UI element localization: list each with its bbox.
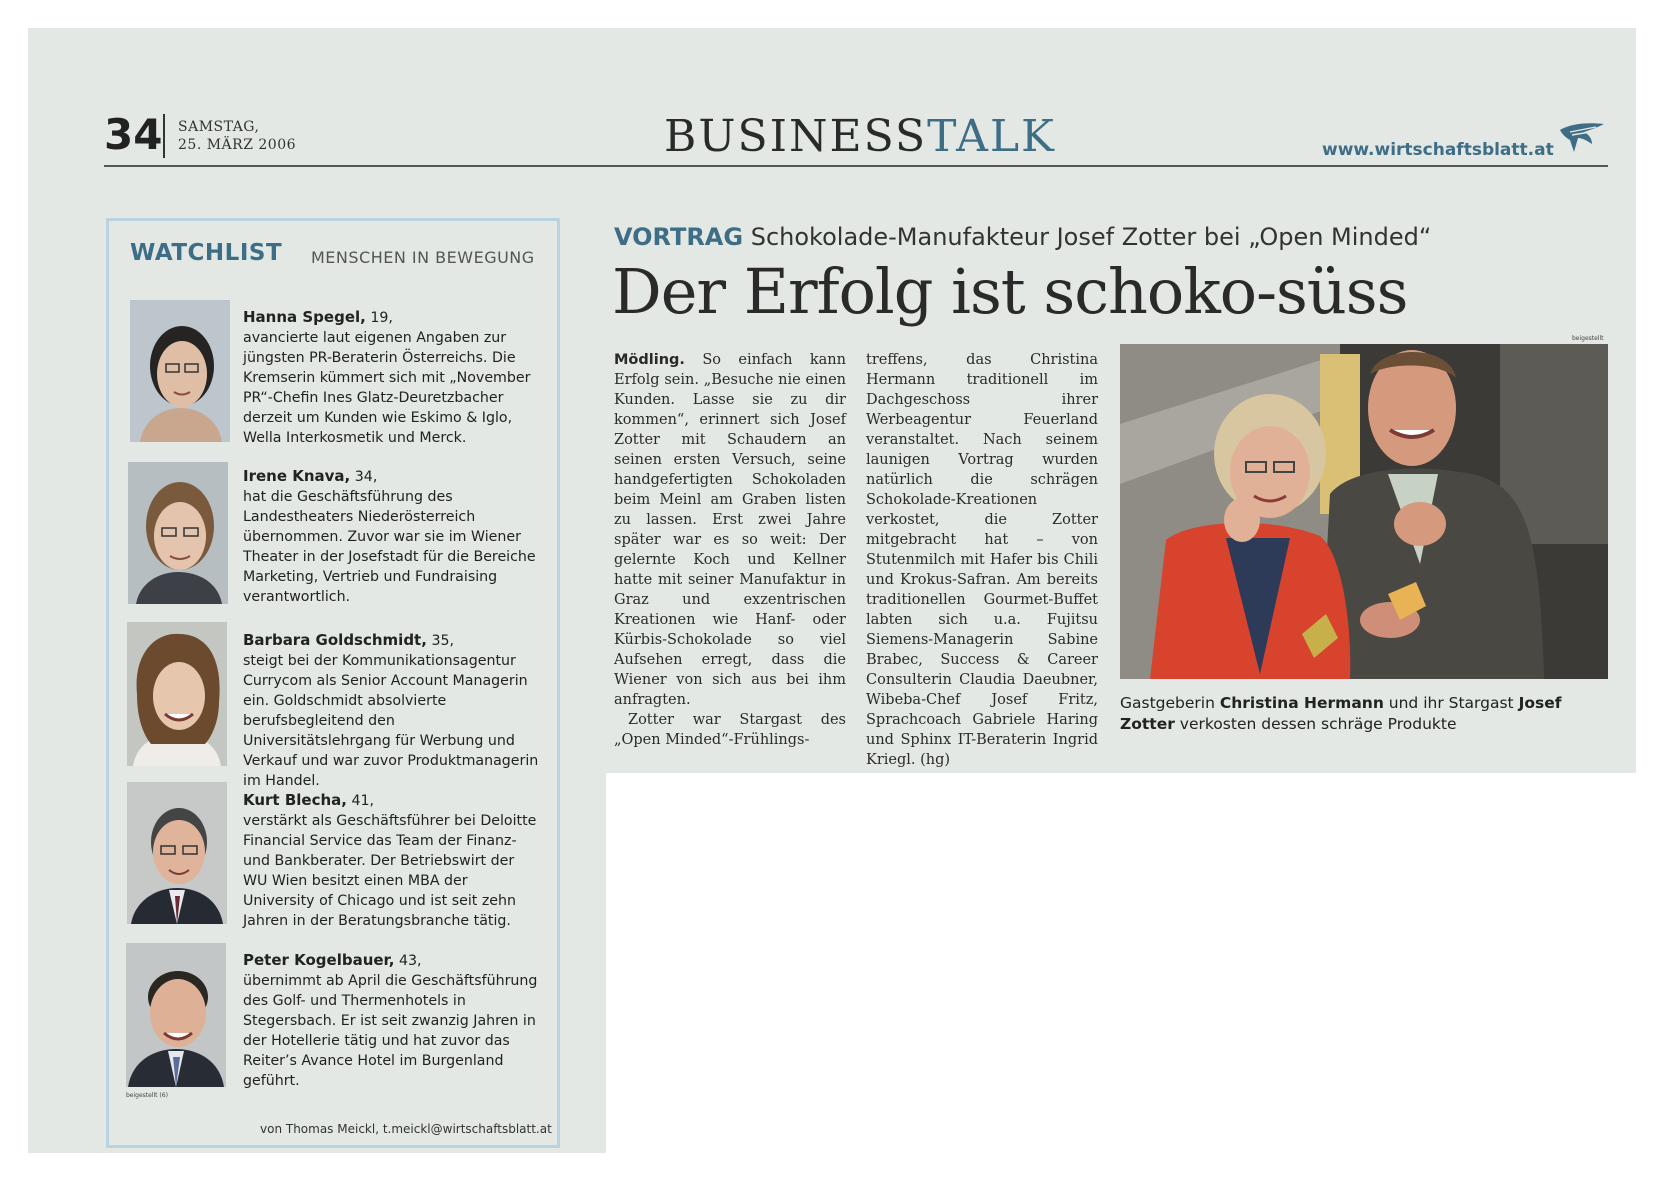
article-kicker xyxy=(614,222,1431,252)
watchlist-subtitle: MENSCHEN IN BEWEGUNG xyxy=(311,248,535,267)
issue-weekday: SAMSTAG, xyxy=(178,119,260,135)
article-dateline: Mödling. xyxy=(614,352,685,368)
portrait-photo xyxy=(127,782,227,924)
person-name: Kurt Blecha, xyxy=(243,791,347,809)
article-column-1 xyxy=(614,350,846,750)
section-title-business: BUSINESS xyxy=(664,111,928,162)
watchlist-entry xyxy=(243,950,543,1091)
page-number-divider xyxy=(163,114,165,158)
photo-credit: beigestellt xyxy=(1572,335,1604,342)
person-age: 19, xyxy=(365,310,393,326)
person-description: übernimmt ab April die Geschäftsführung des Golf- und Thermenhotels in Stegersbach. Er ist seit zwanzig Jahren in der Hotellerie tätig und hat zuvor das Reiter’s Avance Hotel im Burgenland geführt. xyxy=(243,973,538,1089)
watchlist-entry xyxy=(243,466,543,607)
person-description: verstärkt als Geschäftsführer bei Deloitte Financial Service das Team der Finanz- und Bankberater. Der Betriebswirt der WU Wien besitzt einen MBA der University of Chicago und ist seit zehn Jahren in der Beratungsbranche tätig. xyxy=(243,813,537,929)
person-description: hat die Geschäftsführung des Landestheaters Niederösterreich übernommen. Zuvor war sie im Wiener Theater in der Josefstadt für die Bereiche Marketing, Vertrieb und Fundraising verantwortlich. xyxy=(243,489,536,605)
watchlist-title: WATCHLIST xyxy=(130,240,283,266)
article-paragraph: So einfach kann Erfolg sein. „Besuche nie einen Kunden. Lasse sie zu dir kommen“, erinnert sich Josef Zotter mit Schaudern an seinen ersten Versuch, seine handgefertigten Schokoladen beim Meinl am Graben listen zu lassen. Erst zwei Jahre später war es so weit: Der gelernte Koch und Kellner hatte mit seiner Manufaktur in Graz und exzentrischen Kreationen wie Hanf- oder Kürbis-Schokolade so viel Aufsehen erregt, dass die Wiener von sich aus bei ihm anfragten. xyxy=(614,352,846,708)
bird-logo-icon xyxy=(1556,118,1608,162)
portrait-photo xyxy=(127,622,227,766)
article-photo xyxy=(1120,344,1608,679)
person-name: Irene Knava, xyxy=(243,467,351,485)
photo-credit: beigestellt (6) xyxy=(126,1092,168,1099)
person-age: 41, xyxy=(346,793,375,809)
person-description: steigt bei der Kommunikationsagentur Currycom als Senior Account Managerin ein. Goldschmidt absolvierte berufsbegleitend den Universitätslehrgang für Werbung und Verkauf und war zuvor Produktmanagerin im Handel. xyxy=(243,653,539,789)
page-number: 34 xyxy=(104,110,163,159)
caption-text: Gastgeberin xyxy=(1120,694,1220,712)
website-url: www.wirtschaftsblatt.at xyxy=(1322,140,1554,160)
caption-text: verkosten dessen schräge Produkte xyxy=(1174,715,1457,733)
issue-day: 25. MÄRZ 2006 xyxy=(178,137,297,153)
photo-caption xyxy=(1120,693,1608,735)
article-paragraph: treffens, das Christina Hermann traditionell im Dachgeschoss ihrer Werbeagentur Feuerland veranstaltet. Nach seinem launigen Vortrag wurden natürlich die schrägen Schokolade-Kreationen verkostet, die Zotter mitgebracht hat – von Stutenmilch mit Hafer bis Chili und Krokus-Safran. Am bereits traditionellen Gourmet-Buffet labten sich u.a. Fujitsu Siemens-Managerin Sabine Brabec, Success & Career Consulterin Claudia Daeubner, Wibeba-Chef Josef Fritz, Sprachcoach Gabriele Haring und Sphinx IT-Beraterin Ingrid Kriegl. (hg) xyxy=(866,352,1098,768)
caption-name: Josef Zotter xyxy=(1120,694,1562,733)
section-title-talk: TALK xyxy=(927,111,1056,162)
person-age: 43, xyxy=(394,953,422,969)
kicker-text: Schokolade-Manufakteur Josef Zotter bei „Open Minded“ xyxy=(743,223,1432,251)
person-name: Peter Kogelbauer, xyxy=(243,951,395,969)
caption-name: Christina Hermann xyxy=(1219,694,1384,712)
article-headline: Der Erfolg ist schoko-süss xyxy=(612,255,1408,328)
portrait-photo xyxy=(128,462,228,604)
watchlist-entry xyxy=(243,307,543,448)
header-rule xyxy=(104,165,1608,167)
person-age: 35, xyxy=(426,633,455,649)
portrait-photo xyxy=(126,943,226,1087)
author-byline: von Thomas Meickl, t.meickl@wirtschaftsblatt.at xyxy=(260,1122,552,1136)
article-paragraph: Zotter war Stargast des „Open Minded“-Frühlings- xyxy=(614,712,846,748)
person-age: 34, xyxy=(350,469,378,485)
portrait-photo xyxy=(130,300,230,442)
watchlist-entry xyxy=(243,790,543,931)
watchlist-entry xyxy=(243,630,543,791)
section-title xyxy=(560,112,1160,162)
caption-text: und ihr Stargast xyxy=(1383,694,1519,712)
issue-date xyxy=(178,118,296,154)
person-name: Barbara Goldschmidt, xyxy=(243,631,427,649)
person-name: Hanna Spegel, xyxy=(243,308,366,326)
article-column-2 xyxy=(866,350,1098,770)
person-description: avancierte laut eigenen Angaben zur jüngsten PR-Beraterin Österreichs. Die Kremserin kümmert sich mit „November PR“-Chefin Ines Glatz-Deuretzbacher derzeit um Kunden wie Eskimo & Iglo, Wella Interkosmetik und Merck. xyxy=(243,330,531,446)
kicker-label: VORTRAG xyxy=(614,223,744,251)
